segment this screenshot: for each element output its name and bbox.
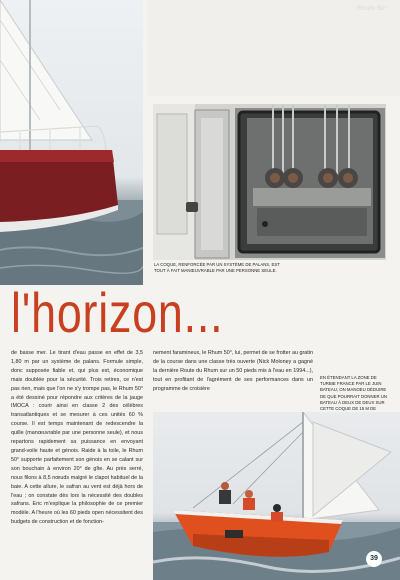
body-column-left: de basse mer. Le tirant d'eau passe en effet de 3,5 1,80 m par un système de palans. Formule simple, donc supposée fiable et, qui plus est, économique mais doublée pour la sécurité. Trois retires, ce n'est pas rien, mais que l'on ne s'y trompe pas, le Rhum 50° a été dessiné pour répondre aux critères de la jauge IMOCA : courir ainsi en classe 2 des célèbres transatlantiques et se mesurer à ces unités 60 % course. Il est temps maintenant de redescendre la quille (manœuvrable par une personne seule), et nous repartons rapidement sa puissance en envoyant grand-voile haute et génois. Raide à la toile, le Rhum 50° supporte parfaitement son génois en se calant sur son bouchain à environ 20° de gîte. Au près serré, nous filons à 8,5 nœuds malgré le clapot habituel de la baie. A cette allure, le safran au vent est déjà hors de l'eau ; on constate dès lors la nécessité des doubles safrans. Eric m'explique la philosophie de ce premier modèle. A l'heure où les 60 pieds open nécessitent des budgets de construction et de fonction- xyxy=(11,350,143,526)
locker-illustration xyxy=(153,104,386,260)
sailing-photo-bottom xyxy=(153,412,400,580)
headline: l'horizon... xyxy=(11,281,224,344)
page-number: 39 xyxy=(366,551,382,567)
sail-caption: EN ÉTENDANT LA ZONE DE TURBIE FRANCE PAR LE JUIN BATEAU, ON MANOEU DÉDUIRE DE QUE POURRAIT DONNER UN BATEAU À DEUX DE DEUX SUR CETTE COQUE DE 15 M DE xyxy=(320,375,388,412)
running-title: Rhum 50° xyxy=(357,6,388,12)
body-column-right: nement faramineux, le Rhum 50°, lui, permet de se frotter au gratin de la course dans une classe très ouverte (Nick Moloney a gagné la dernière Route du Rhum sur un 50 pieds mis à l'eau en 1994...), tout en profitant de l'agrément de ses performances dans un programme de croisière xyxy=(153,350,313,392)
locker-caption: LA COQUE, RENFORCÉE PAR UN SYSTÈME DE PALANS, EST TOUT À FAIT MANŒUVRABLE PAR UNE PERSONNE SEULE. xyxy=(154,262,280,273)
sailboat-illustration xyxy=(0,0,143,285)
locker-photo xyxy=(153,104,386,260)
header-strip xyxy=(147,0,400,96)
sailing-photo-top-left xyxy=(0,0,143,285)
orange-boat-illustration xyxy=(153,412,400,580)
